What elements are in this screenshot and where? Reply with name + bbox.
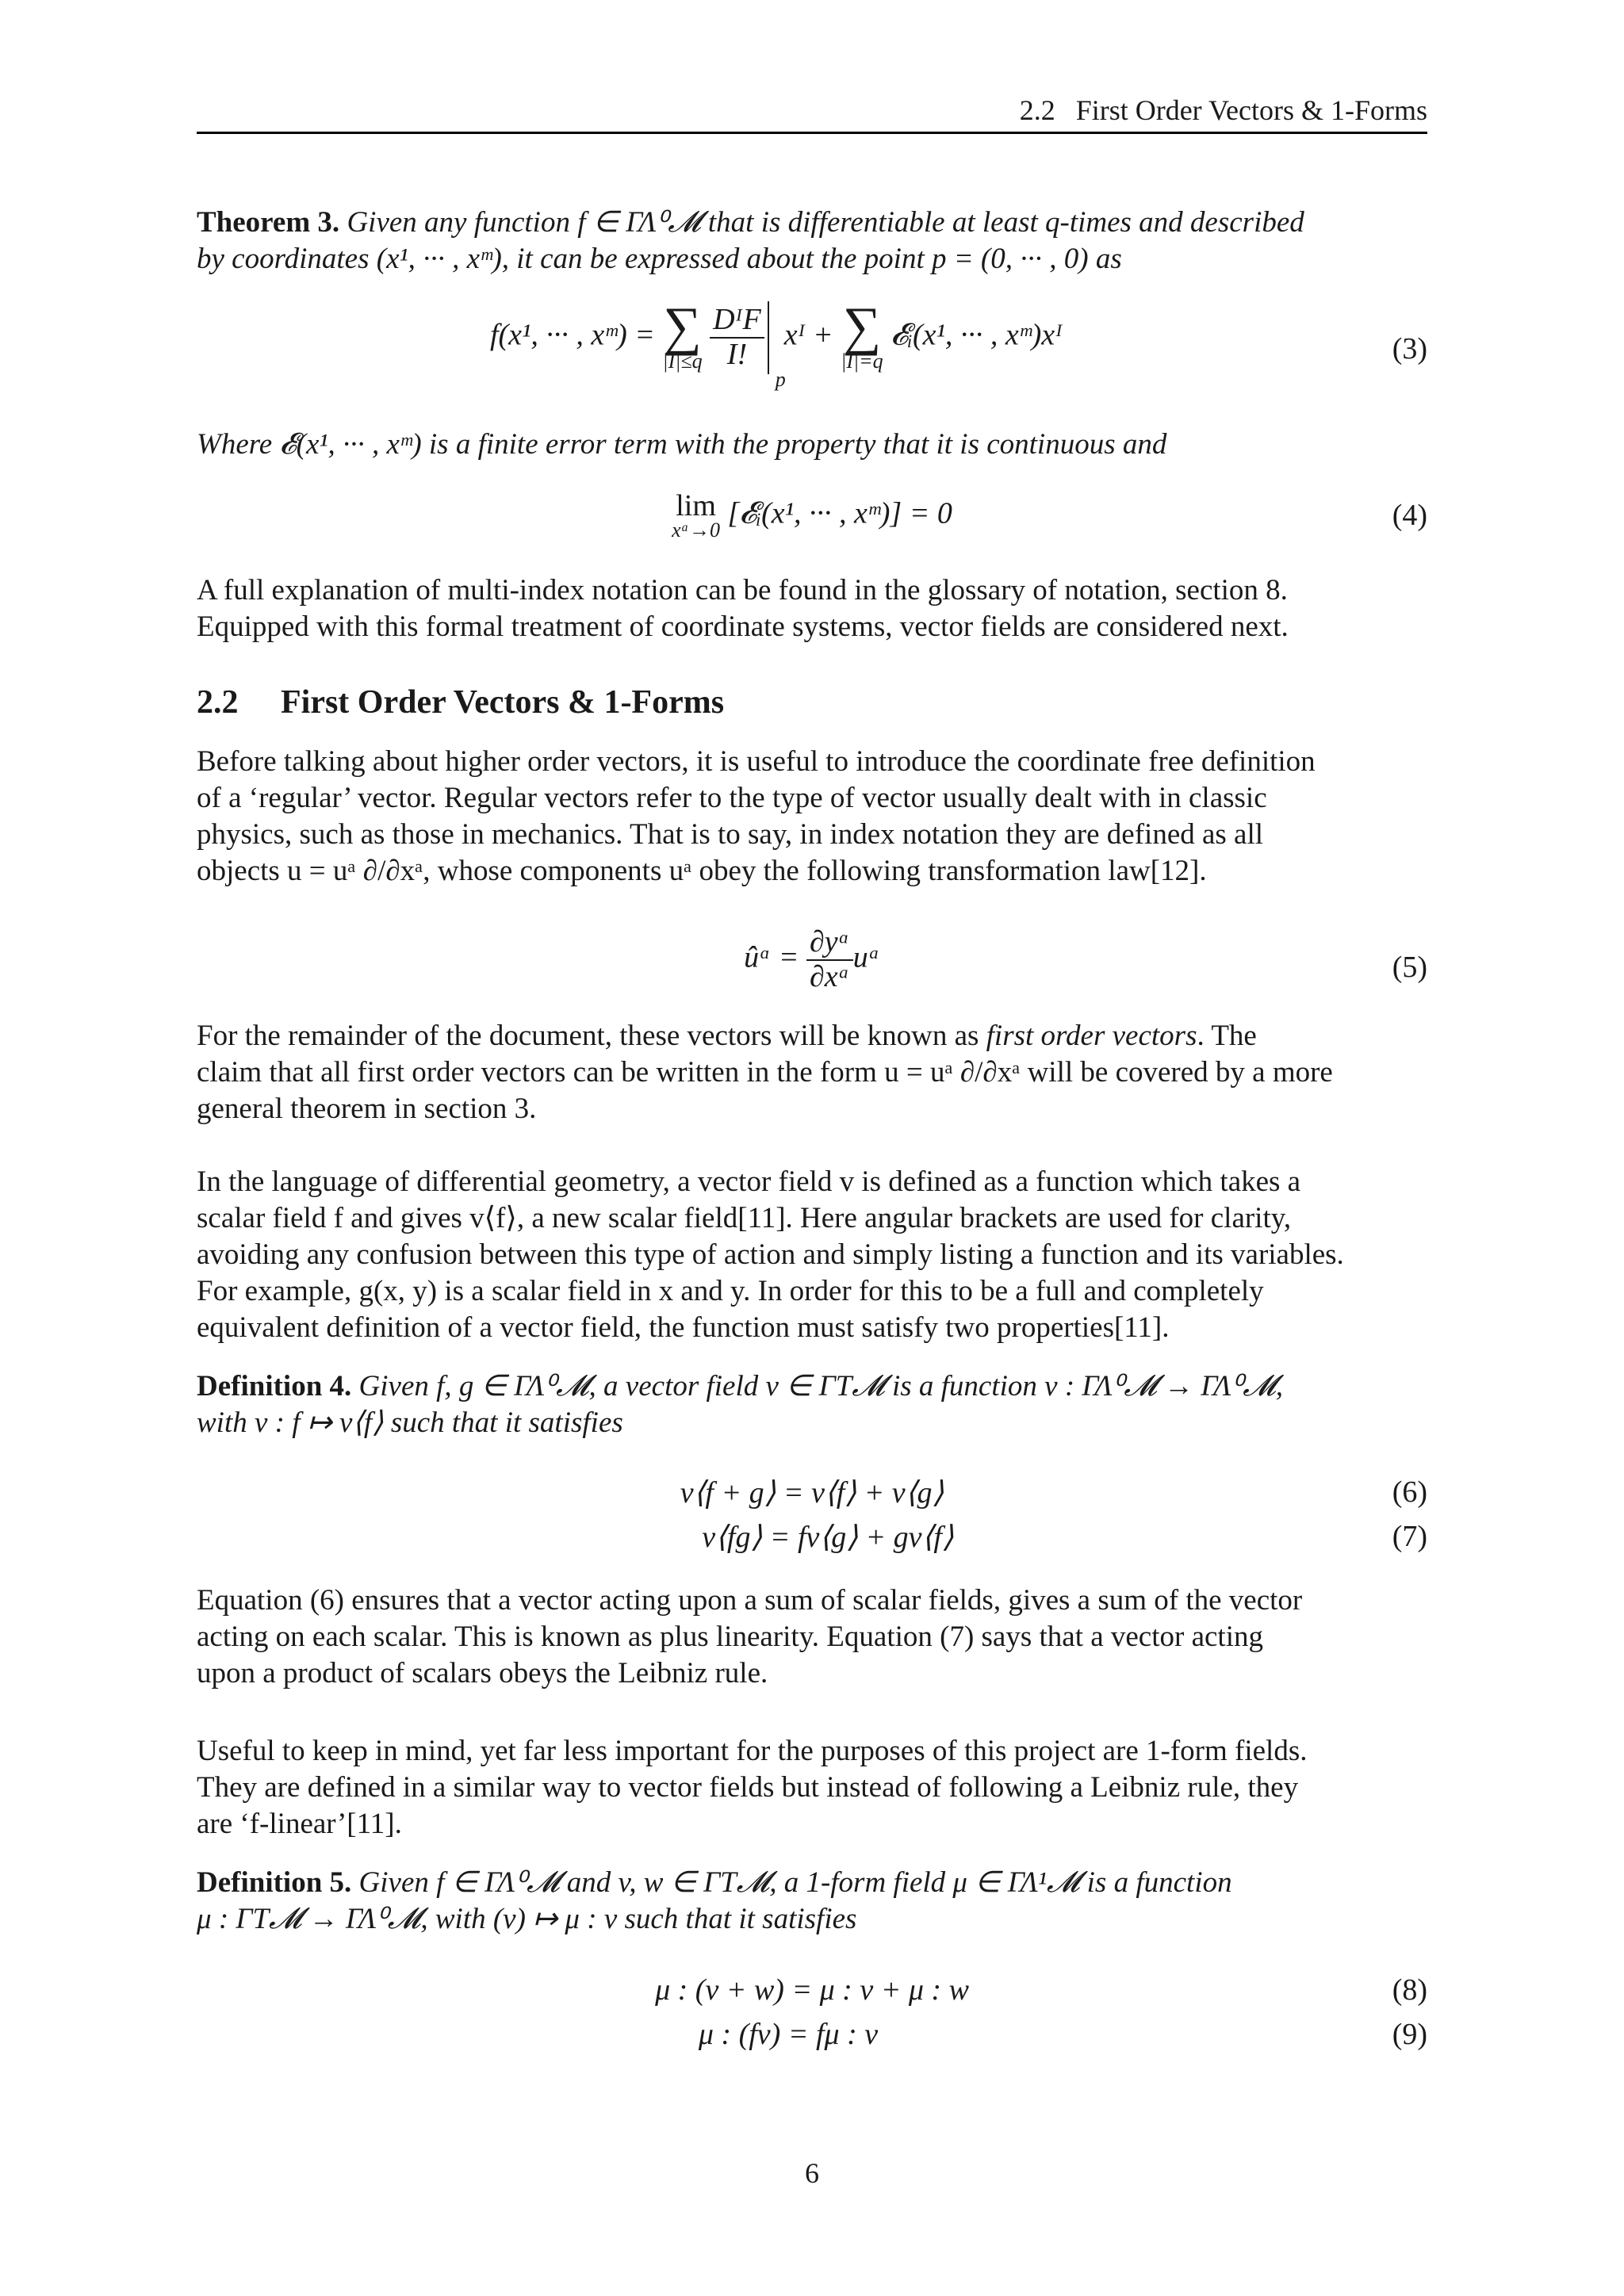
paragraph-line: Before talking about higher order vectors, it is useful to introduce the coordinate free definition bbox=[197, 745, 1316, 778]
header-section-title: First Order Vectors & 1-Forms bbox=[1075, 94, 1427, 126]
paragraph-line: Equipped with this formal treatment of coordinate systems, vector fields are considered next. bbox=[197, 610, 1289, 643]
section-title: First Order Vectors & 1-Forms bbox=[281, 684, 725, 721]
eq4-limit bbox=[672, 489, 721, 541]
definition-4-line-1: Given f, g ∈ ΓΛ⁰𝓜, a vector field v ∈ ΓT𝓜 is a function v : ΓΛ⁰𝓜 → ΓΛ⁰𝓜, bbox=[358, 1370, 1283, 1402]
paragraph-line: objects u = uᵃ ∂/∂xᵃ, whose components uᵃ obey the following transformation law[12]. bbox=[197, 855, 1207, 887]
eq4-lim-sub: xᵃ→0 bbox=[672, 519, 721, 541]
equation-4-body bbox=[197, 489, 1427, 541]
equation-6-number: (6) bbox=[1392, 1475, 1427, 1509]
paragraph-line: For example, g(x, y) is a scalar field in x and y. In order for this to be a full and completely bbox=[197, 1275, 1264, 1307]
equation-5-body bbox=[197, 926, 1427, 994]
equation-5 bbox=[197, 926, 1427, 1013]
eq4-body-text: [𝓔ᵢ(x¹, ··· , xᵐ)] = 0 bbox=[727, 496, 952, 530]
para3-text-c: . The bbox=[1197, 1020, 1257, 1052]
paragraph-line: general theorem in section 3. bbox=[197, 1093, 537, 1125]
definition-4-line-2: with v : f ↦ v⟨f⟩ such that it satisfies bbox=[197, 1406, 623, 1439]
paragraph-line: In the language of differential geometry, a vector field v is defined as a function which takes a bbox=[197, 1165, 1301, 1198]
para3-emphasis: first order vectors bbox=[986, 1020, 1197, 1052]
definition-5 bbox=[197, 1865, 1427, 1938]
equation-8-body: μ : (v + w) = μ : v + μ : w bbox=[655, 1973, 969, 2007]
equation-4-number: (4) bbox=[1392, 499, 1427, 532]
paragraph-line: claim that all first order vectors can be written in the form u = uᵃ ∂/∂xᵃ will be covered by a more bbox=[197, 1056, 1333, 1089]
eq5-num: ∂yᵅ bbox=[806, 926, 853, 961]
equation-9 bbox=[197, 2017, 1427, 2064]
page-number: 6 bbox=[805, 2157, 819, 2189]
equation-6-body: v⟨f + g⟩ = v⟨f⟩ + v⟨g⟩ bbox=[680, 1476, 944, 1510]
eq5-den: ∂xᵃ bbox=[809, 959, 850, 993]
equation-7-number: (7) bbox=[1392, 1520, 1427, 1553]
running-header bbox=[197, 94, 1427, 127]
paragraph-line bbox=[197, 1018, 1427, 1054]
theorem-label: Theorem 3. bbox=[197, 206, 340, 239]
paragraph-line: Equation (6) ensures that a vector acting upon a sum of scalar fields, gives a sum of the vector bbox=[197, 1584, 1303, 1617]
theorem-3 bbox=[197, 205, 1427, 277]
definition-5-line-1: Given f ∈ ΓΛ⁰𝓜 and v, w ∈ ΓT𝓜, a 1-form field μ ∈ ΓΛ¹𝓜 is a function bbox=[358, 1866, 1232, 1899]
equation-5-number: (5) bbox=[1392, 951, 1427, 984]
eq3-sum-2: ∑ |I|=q bbox=[841, 296, 883, 373]
header-rule bbox=[197, 132, 1427, 134]
equation-9-number: (9) bbox=[1392, 2018, 1427, 2051]
eq3-eval-point: p bbox=[775, 368, 786, 391]
paragraph-line: upon a product of scalars obeys the Leibniz rule. bbox=[197, 1657, 768, 1689]
eq3-frac-num: DᴵF bbox=[710, 304, 764, 339]
paragraph-line: A full explanation of multi-index notation can be found in the glossary of notation, section 8. bbox=[197, 574, 1288, 607]
equation-9-body: μ : (fv) = fμ : v bbox=[698, 2018, 879, 2051]
para3-text-a: For the remainder of the document, these vectors will be known as bbox=[197, 1020, 986, 1052]
paragraph-regular-vectors bbox=[197, 744, 1427, 890]
definition-4-label: Definition 4. bbox=[197, 1370, 352, 1402]
paragraph-line: of a ‘regular’ vector. Regular vectors refer to the type of vector usually dealt with in classic bbox=[197, 782, 1267, 814]
eq3-rhs: 𝓔ᵢ(x¹, ··· , xᵐ)xᴵ bbox=[891, 318, 1063, 352]
where-line: Where 𝓔(x¹, ··· , xᵐ) is a finite error term with the property that it is continuous and bbox=[197, 428, 1167, 461]
paragraph-line: physics, such as those in mechanics. That is to say, in index notation they are defined as all bbox=[197, 818, 1264, 851]
equation-7 bbox=[197, 1519, 1427, 1567]
definition-4 bbox=[197, 1368, 1427, 1441]
paragraph-multi-index bbox=[197, 572, 1427, 645]
paragraph-line: scalar field f and gives v⟨f⟩, a new scalar field[11]. Here angular brackets are used for clarity, bbox=[197, 1202, 1292, 1234]
eq3-sum-1-sub: |I|≤q bbox=[662, 350, 703, 373]
eq3-sum-2-sub: |I|=q bbox=[841, 350, 883, 373]
eq3-mid: xᴵ + bbox=[783, 318, 833, 352]
definition-5-line-2: μ : ΓT𝓜 → ΓΛ⁰𝓜, with (v) ↦ μ : v such that it satisfies bbox=[197, 1903, 857, 1935]
theorem-line-2: by coordinates (x¹, ··· , xᵐ), it can be expressed about the point p = (0, ··· , 0) as bbox=[197, 243, 1122, 275]
header-section-number: 2.2 bbox=[1019, 94, 1055, 126]
equation-8-number: (8) bbox=[1392, 1973, 1427, 2007]
eq5-fraction bbox=[806, 926, 853, 994]
definition-5-label: Definition 5. bbox=[197, 1866, 352, 1899]
eq4-lim: lim bbox=[676, 489, 716, 522]
paragraph-line: equivalent definition of a vector field, the function must satisfy two properties[11]. bbox=[197, 1311, 1170, 1344]
equation-7-body: v⟨fg⟩ = fv⟨g⟩ + gv⟨f⟩ bbox=[702, 1521, 954, 1554]
paragraph-line: They are defined in a similar way to vector fields but instead of following a Leibniz rule, they bbox=[197, 1771, 1299, 1804]
eq3-sum-1: ∑ |I|≤q bbox=[662, 296, 703, 373]
equation-3-number: (3) bbox=[1392, 332, 1427, 365]
equation-3-body bbox=[125, 296, 1427, 391]
paragraph-line: Useful to keep in mind, yet far less important for the purposes of this project are 1-form fields. bbox=[197, 1735, 1308, 1767]
equation-4 bbox=[197, 489, 1427, 555]
paragraph-line: are ‘f-linear’[11]. bbox=[197, 1808, 402, 1840]
paragraph-line: avoiding any confusion between this type of action and simply listing a function and its variables. bbox=[197, 1238, 1344, 1271]
section-heading bbox=[197, 683, 724, 721]
paragraph-vector-field bbox=[197, 1164, 1427, 1346]
eq3-lhs: f(x¹, ··· , xᵐ) = bbox=[489, 318, 655, 352]
paragraph-line: acting on each scalar. This is known as plus linearity. Equation (7) says that a vector acting bbox=[197, 1621, 1263, 1653]
section-number: 2.2 bbox=[197, 684, 239, 721]
equation-6 bbox=[197, 1475, 1427, 1522]
eq5-rhs: uᵃ bbox=[852, 940, 880, 974]
paragraph-one-forms bbox=[197, 1733, 1427, 1843]
equation-3 bbox=[197, 296, 1427, 404]
paragraph-equation-explanation bbox=[197, 1582, 1427, 1692]
eq3-frac-den: I! bbox=[726, 338, 748, 371]
eq3-evaluation-bar bbox=[768, 301, 786, 391]
theorem-line-1: Given any function f ∈ ΓΛ⁰𝓜 that is differentiable at least q-times and described bbox=[347, 206, 1304, 239]
eq5-lhs: ûᵅ = bbox=[744, 940, 799, 974]
paragraph-first-order bbox=[197, 1018, 1427, 1127]
equation-8 bbox=[197, 1973, 1427, 2020]
eq3-fraction bbox=[710, 304, 764, 372]
